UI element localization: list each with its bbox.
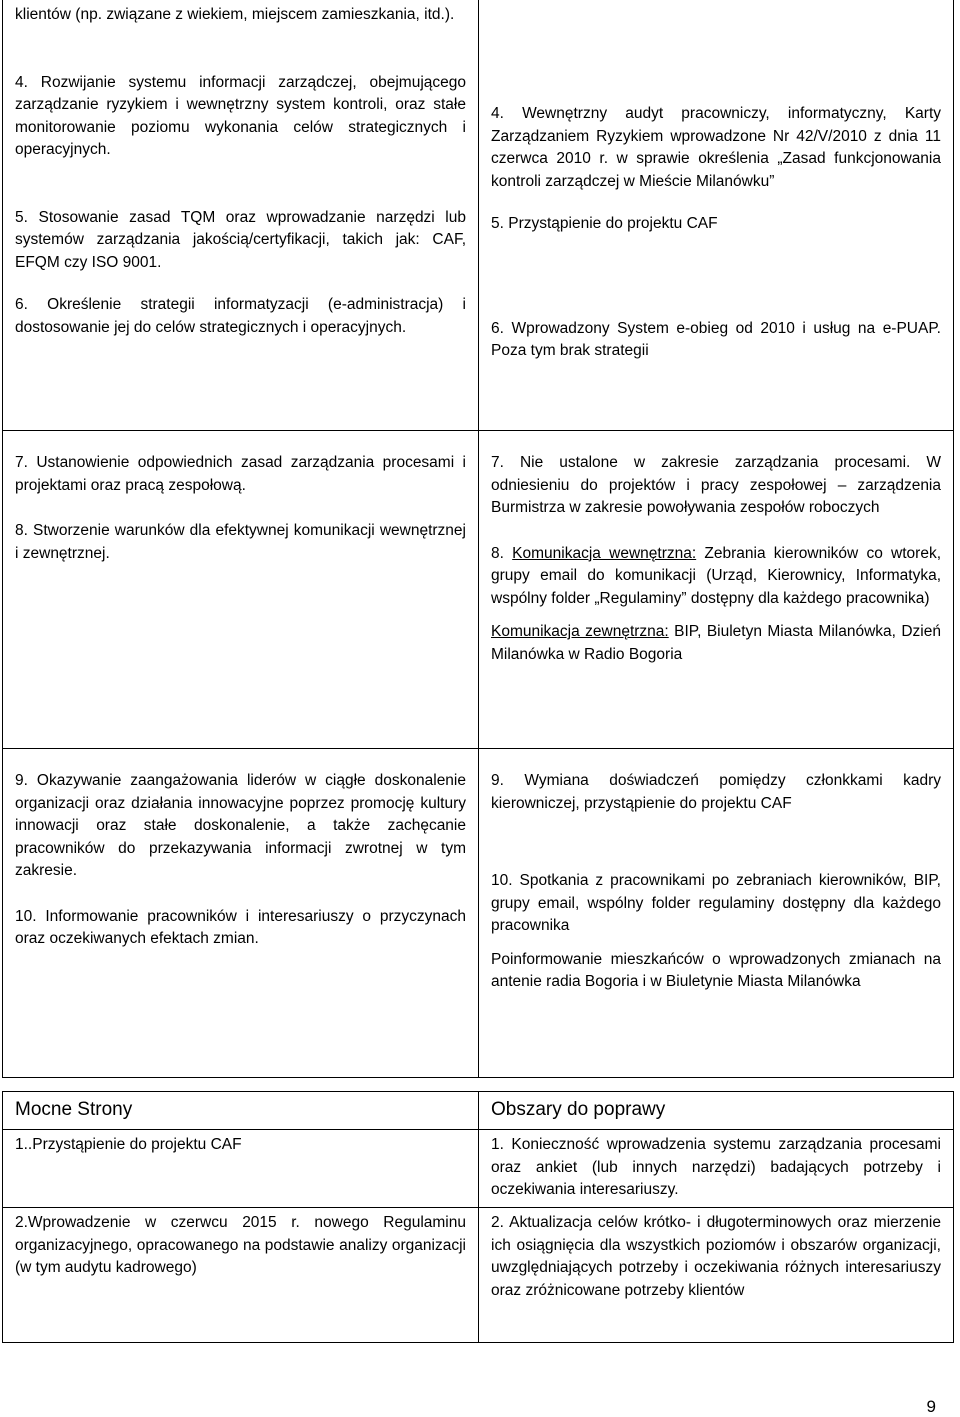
status-6: 6. Wprowadzony System e-obieg od 2010 i usług na e-PUAP. Poza tym brak strategii <box>491 319 941 359</box>
status-cell <box>479 749 954 1078</box>
summary-table <box>2 1091 954 1343</box>
table-row <box>3 749 954 1078</box>
table-header-row <box>3 1092 954 1130</box>
strength-cell <box>3 1208 479 1343</box>
status-9: 9. Wymiana doświadczeń pomiędzy członkkami kadry kierowniczej, przystąpienie do projektu CAF <box>491 772 941 812</box>
criterion-7: 7. Ustanowienie odpowiednich zasad zarządzania procesami i projektami oraz pracą zespołową. <box>15 454 466 494</box>
criteria-cell <box>3 0 479 431</box>
status-8b: Komunikacja zewnętrzna: BIP, Biuletyn Miasta Milanówka, Dzień Milanówka w Radio Bogoria <box>491 623 941 663</box>
improvement-2: 2. Aktualizacja celów krótko- i długoterminowych oraz mierzenie ich osiągnięcia dla wszystkich poziomów i obszarów organizacji, uwzględniających potrzeby i oczekiwania różnych interesariuszy oraz zróżnicowane potrzeby klientów <box>491 1214 941 1299</box>
status-8: 8. Komunikacja wewnętrzna: Zebrania kierowników co wtorek, grupy email do komunikacji (Urząd, Kierownicy, Informatyka, wspólny folder „Regulaminy” dostępny dla każdego pracownika) <box>491 544 942 607</box>
criterion-9: 9. Okazywanie zaangażowania liderów w ciągłe doskonalenie organizacji oraz działania innowacyjne poprzez promocję kultury innowacji oraz stałe doskonalenie, a także zachęcanie pracowników do przekazywania informacji zwrotnej w tym zakresie. <box>15 772 466 879</box>
table-row <box>3 1208 954 1343</box>
improvements-header: Obszary do poprawy <box>491 1099 666 1120</box>
improvement-cell <box>479 1208 954 1343</box>
table-row <box>3 1130 954 1208</box>
table-row <box>3 431 954 749</box>
status-10b: Poinformowanie mieszkańców o wprowadzonych zmianach na antenie radia Bogoria i w Biuletynie Miasta Milanówka <box>491 950 941 990</box>
criteria-cell <box>3 431 479 749</box>
criterion-10: 10. Informowanie pracowników i interesariuszy o przyczynach oraz oczekiwanych efektach zmian. <box>15 907 466 947</box>
page-number: 9 <box>926 1397 936 1416</box>
table-row <box>3 0 954 431</box>
criteria-cell <box>3 749 479 1078</box>
internal-communication-label: Komunikacja wewnętrzna: <box>512 544 697 562</box>
status-10: 10. Spotkania z pracownikami po zebraniach kierowników, BIP, grupy email, wspólny folder regulaminy dostępny dla każdego pracownika <box>491 872 941 934</box>
criterion-8: 8. Stworzenie warunków dla efektywnej komunikacji wewnętrznej i zewnętrznej. <box>15 522 466 562</box>
header-cell <box>3 1092 479 1130</box>
criterion-4: 4. Rozwijanie systemu informacji zarządczej, obejmującego zarządzanie ryzykiem i wewnętrzny system kontroli, oraz stałe monitorowanie poziomu wykonania celów strategicznych i operacyjnych. <box>15 73 466 158</box>
improvement-1: 1. Konieczność wprowadzenia systemu zarządzania procesami oraz ankiet (lub innych narzędzi) badających potrzeby i oczekiwania interesariuszy. <box>491 1136 941 1198</box>
criterion-6: 6. Określenie strategii informatyzacji (e-administracja) i dostosowanie jej do celów strategicznych i operacyjnych. <box>15 296 466 336</box>
assessment-table <box>2 0 954 1078</box>
criterion-continuation: klientów (np. związane z wiekiem, miejscem zamieszkania, itd.). <box>15 6 455 23</box>
strength-cell <box>3 1130 479 1208</box>
status-7: 7. Nie ustalone w zakresie zarządzania procesami. W odniesieniu do projektów i pracy zespołowej – zarządzenia Burmistrza w zakresie powoływania zespołów roboczych <box>491 454 941 516</box>
criterion-5: 5. Stosowanie zasad TQM oraz wprowadzanie narzędzi lub systemów zarządzania jakością/certyfikacji, takich jak: CAF, EFQM czy ISO 9001. <box>15 208 466 271</box>
strength-2: 2.Wprowadzenie w czerwcu 2015 r. nowego Regulaminu organizacyjnego, opracowanego na podstawie analizy organizacji (w tym audytu kadrowego) <box>15 1214 466 1276</box>
header-cell <box>479 1092 954 1130</box>
external-communication-label: Komunikacja zewnętrzna: <box>491 623 669 640</box>
status-4: 4. Wewnętrzny audyt pracowniczy, informatyczny, Karty Zarządzaniem Ryzykiem wprowadzone Nr 42/V/2010 z dnia 11 czerwca 2010 r. w sprawie określenia „Zasad funkcjonowania kontroli zarządczej w Mieście Milanówku” <box>491 105 941 190</box>
status-cell <box>479 431 954 749</box>
improvement-cell <box>479 1130 954 1208</box>
status-cell <box>479 0 954 431</box>
strength-1: 1..Przystąpienie do projektu CAF <box>15 1136 242 1153</box>
strengths-header: Mocne Strony <box>15 1099 133 1120</box>
status-5: 5. Przystąpienie do projektu CAF <box>491 215 718 232</box>
